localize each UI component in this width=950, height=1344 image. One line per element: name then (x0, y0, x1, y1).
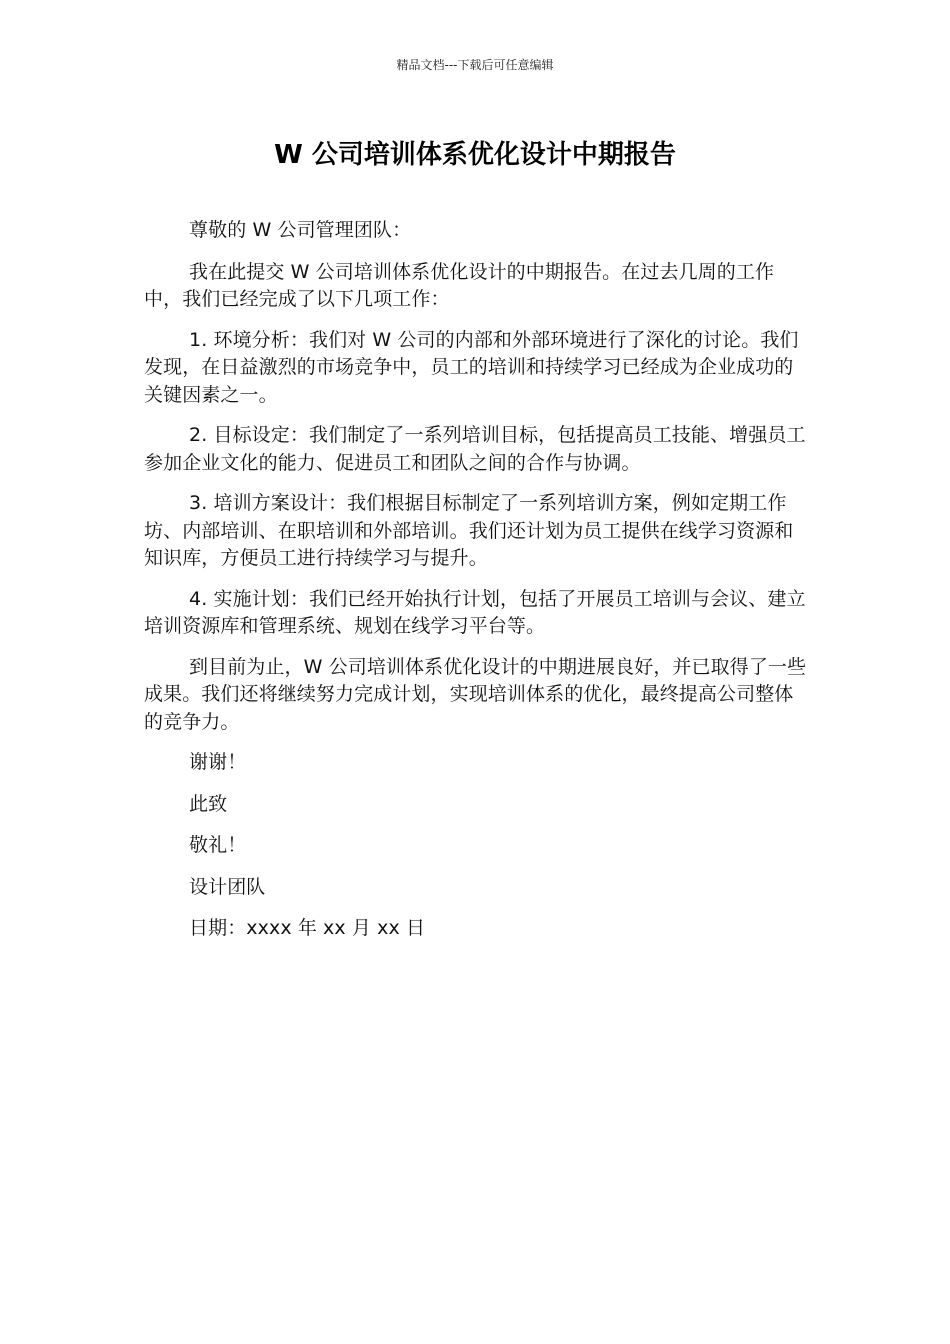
salutation: 尊敬的 W 公司管理团队： (189, 219, 412, 241)
date-line: 日期：xxxx 年 xx 月 xx 日 (189, 917, 426, 939)
thanks-line: 谢谢！ (189, 751, 247, 773)
progress-summary: 到目前为止，W 公司培训体系优化设计的中期进展良好，并已取得了一些成果。我们还将继续努力完成计划，实现培训体系的优化，最终提高公司整体的竞争力。 (144, 655, 807, 733)
regards-line: 敬礼！ (189, 834, 247, 856)
item-training-plan-design: 3. 培训方案设计：我们根据目标制定了一系列培训方案，例如定期工作坊、内部培训、在职培训和外部培训。我们还计划为员工提供在线学习资源和知识库，方便员工进行持续学习与提升。 (144, 492, 794, 569)
item-implementation-plan: 4. 实施计划：我们已经开始执行计划，包括了开展员工培训与会议、建立培训资源库和管理系统、规划在线学习平台等。 (144, 587, 806, 637)
document-body (144, 217, 808, 957)
signature: 设计团队 (189, 875, 266, 898)
intro-paragraph: 我在此提交 W 公司培训体系优化设计的中期报告。在过去几周的工作中，我们已经完成了以下几项工作： (144, 260, 775, 310)
header-note: 精品文档---下载后可任意编辑 (396, 58, 554, 72)
item-environment-analysis: 1. 环境分析：我们对 W 公司的内部和外部环境进行了深化的讨论。我们发现，在日益激烈的市场竞争中，员工的培训和持续学习已经成为企业成功的关键因素之一。 (144, 328, 799, 406)
item-goal-setting: 2. 目标设定：我们制定了一系列培训目标，包括提高员工技能、增强员工参加企业文化的能力、促进员工和团队之间的合作与协调。 (144, 424, 806, 474)
closing-line: 此致 (189, 792, 228, 815)
document-title: W 公司培训体系优化设计中期报告 (274, 140, 676, 170)
